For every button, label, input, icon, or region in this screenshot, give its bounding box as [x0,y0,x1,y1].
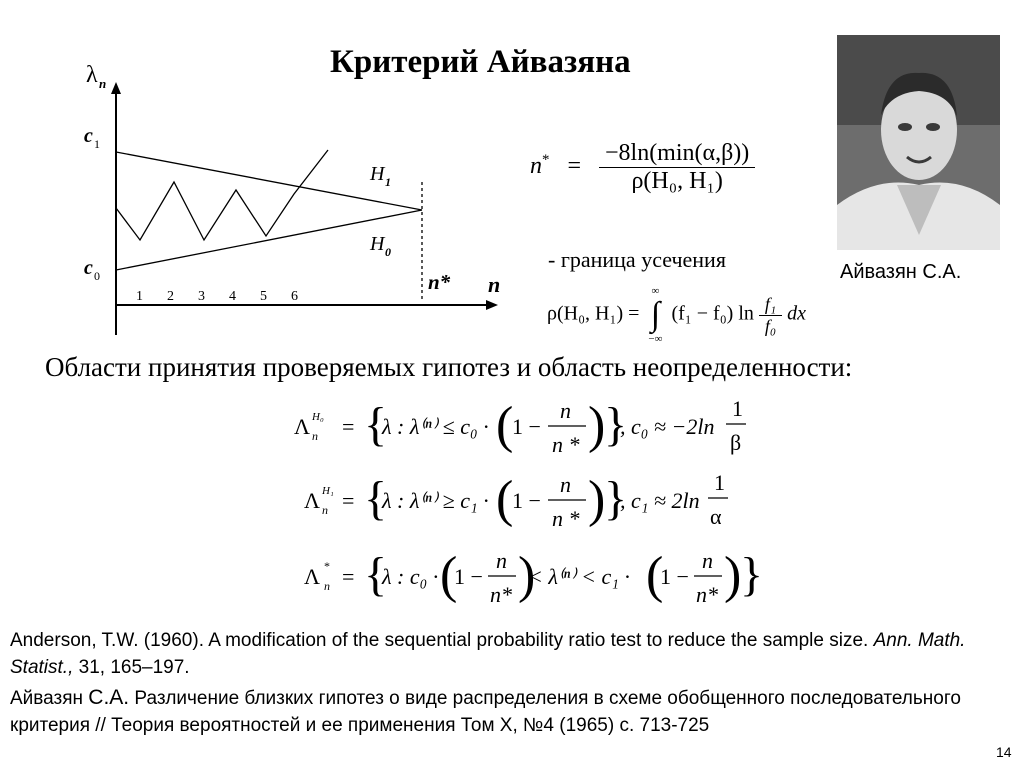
truncation-graph [78,60,518,350]
x-axis-arrow-icon [486,300,498,310]
c1-sub: 1 [94,137,100,151]
rho-frac-den: f₀ [764,315,777,336]
paren-close-2: ) [588,471,606,528]
rho-integral [648,285,662,345]
acceptance-regions [290,390,770,620]
lambda1-frac-den: α [710,504,722,529]
paren-close-4: ) [724,547,742,604]
eq-sign-1: = [342,414,355,439]
lambda1-frac-num: 1 [714,470,725,495]
ref1-journal: Ann. Math. Statist., [10,630,966,678]
reference-anderson [10,627,1010,681]
frac1-den: n * [552,432,580,457]
rho-body: (f₁ − f₀) ln [671,302,754,325]
one-minus-3: 1 − [454,564,483,589]
frac3-den: n* [490,582,512,607]
rho-int-top: ∞ [651,285,660,297]
frac1-num: n [560,398,571,423]
eq-sign-2: = [342,488,355,513]
frac2-num: n [560,472,571,497]
integral-icon: ∫ [650,296,661,333]
lambda1-sup: H₁ [322,485,334,497]
nstar-formula [530,140,755,195]
lambda1-set: λ : λ⁽ⁿ⁾ ≥ c₁ · [382,488,489,513]
lambdastar-sub: n [324,579,330,593]
ref2-initials: С.А. [88,686,130,709]
brace-close-2: } [604,472,628,525]
frac2-den: n * [552,506,580,531]
lambda0-frac-den: β [730,430,742,455]
nstar-lhs: n [530,153,542,180]
x-tick-label: 6 [291,289,298,304]
ref1-text: Anderson, T.W. (1960). A modification of the sequential probability ratio test to reduce the sample size. [10,630,874,651]
ref1-tail: 31, 165–197. [73,657,190,678]
x-tick-label: 2 [167,289,174,304]
rho-lhs: ρ(H₀, H₁) = [547,302,640,325]
c1-label: c [84,125,93,147]
nstar-denominator: ρ(H₀, H₁) [631,168,723,194]
nstar-eq: = [567,153,581,180]
x-tick-label: 1 [136,289,143,304]
c0-label: c [84,257,93,279]
y-axis-arrow-icon [111,82,121,94]
page-number: 14 [996,744,1012,760]
statistic-path [116,150,328,240]
rho-formula [547,285,806,345]
rho-int-bottom: −∞ [648,333,663,345]
brace-close-1: } [604,398,628,451]
lambda1-sub: n [322,503,328,517]
brace-open-3: { [364,548,388,601]
lambda0-frac-num: 1 [732,396,743,421]
boundary-caption: - граница усечения [548,247,726,272]
brace-close-3: } [740,548,764,601]
frac4-den: n* [696,582,718,607]
x-tick-label: 5 [260,289,267,304]
h0-label: H [370,233,385,255]
brace-open-1: { [364,398,388,451]
nstar-numerator: −8ln(min(α,β)) [599,140,755,168]
reference-aivazyan [10,684,1010,739]
paren-open-4: ( [646,547,664,604]
lambdastar-mid: < λ⁽ⁿ⁾ < c₁ · [528,564,630,589]
nstar-label: n* [428,270,451,294]
nstar-sup: * [542,152,550,169]
paren-close-1: ) [588,397,606,454]
rho-fraction [759,294,782,337]
y-axis-sub: n [99,76,107,91]
portrait-photo [837,35,1000,250]
one-minus-4: 1 − [660,564,689,589]
one-minus-2: 1 − [512,488,541,513]
h1-sub: 1 [385,175,391,189]
c0-sub: 0 [94,269,100,283]
lambda0-approx: , c₀ ≈ −2ln [620,414,715,439]
paren-open-3: ( [440,547,458,604]
lambdastar-set-a: λ : c₀ · [382,564,439,589]
frac3-num: n [496,548,507,573]
lambda0-sub: n [312,429,318,443]
one-minus-1: 1 − [512,414,541,439]
lambdastar-lhs: Λ [304,564,320,589]
h1-label: H [370,163,385,185]
ref2-text: Различение близких гипотез о виде распределения в схеме обобщенного последовательного критерия // Теория вероятностей и ее применения Том X, №4 (1965) с. 713-725 [10,688,961,736]
rho-frac-num: f₁ [759,294,782,316]
lambda1-lhs: Λ [304,488,320,513]
x-axis-label: n [488,272,501,297]
lambda1-approx: , c₁ ≈ 2ln [620,488,700,513]
portrait-illustration [837,35,1000,250]
nstar-fraction [599,140,755,195]
brace-open-2: { [364,472,388,525]
lambda0-set: λ : λ⁽ⁿ⁾ ≤ c₀ · [382,414,489,439]
paren-close-3: ) [518,547,536,604]
paren-open-2: ( [496,471,514,528]
frac4-num: n [702,548,713,573]
lambda0-lhs: Λ [294,414,310,439]
paren-open-1: ( [496,397,514,454]
photo-caption: Айвазян С.А. [840,261,962,283]
h0-sub: 0 [385,245,391,259]
lambda0-sup: H₀ [312,411,324,423]
x-tick-label: 4 [229,289,236,304]
ref2-author: Айвазян [10,688,89,709]
y-axis-label: λ [86,62,98,88]
rho-dx: dx [787,302,807,325]
x-tick-label: 3 [198,289,205,304]
areas-heading: Области принятия проверяемых гипотез и область неопределенности: [45,352,853,382]
slide-title: Критерий Айвазяна [330,44,631,80]
eq-sign-3: = [342,564,355,589]
lambdastar-sup: * [324,559,330,573]
